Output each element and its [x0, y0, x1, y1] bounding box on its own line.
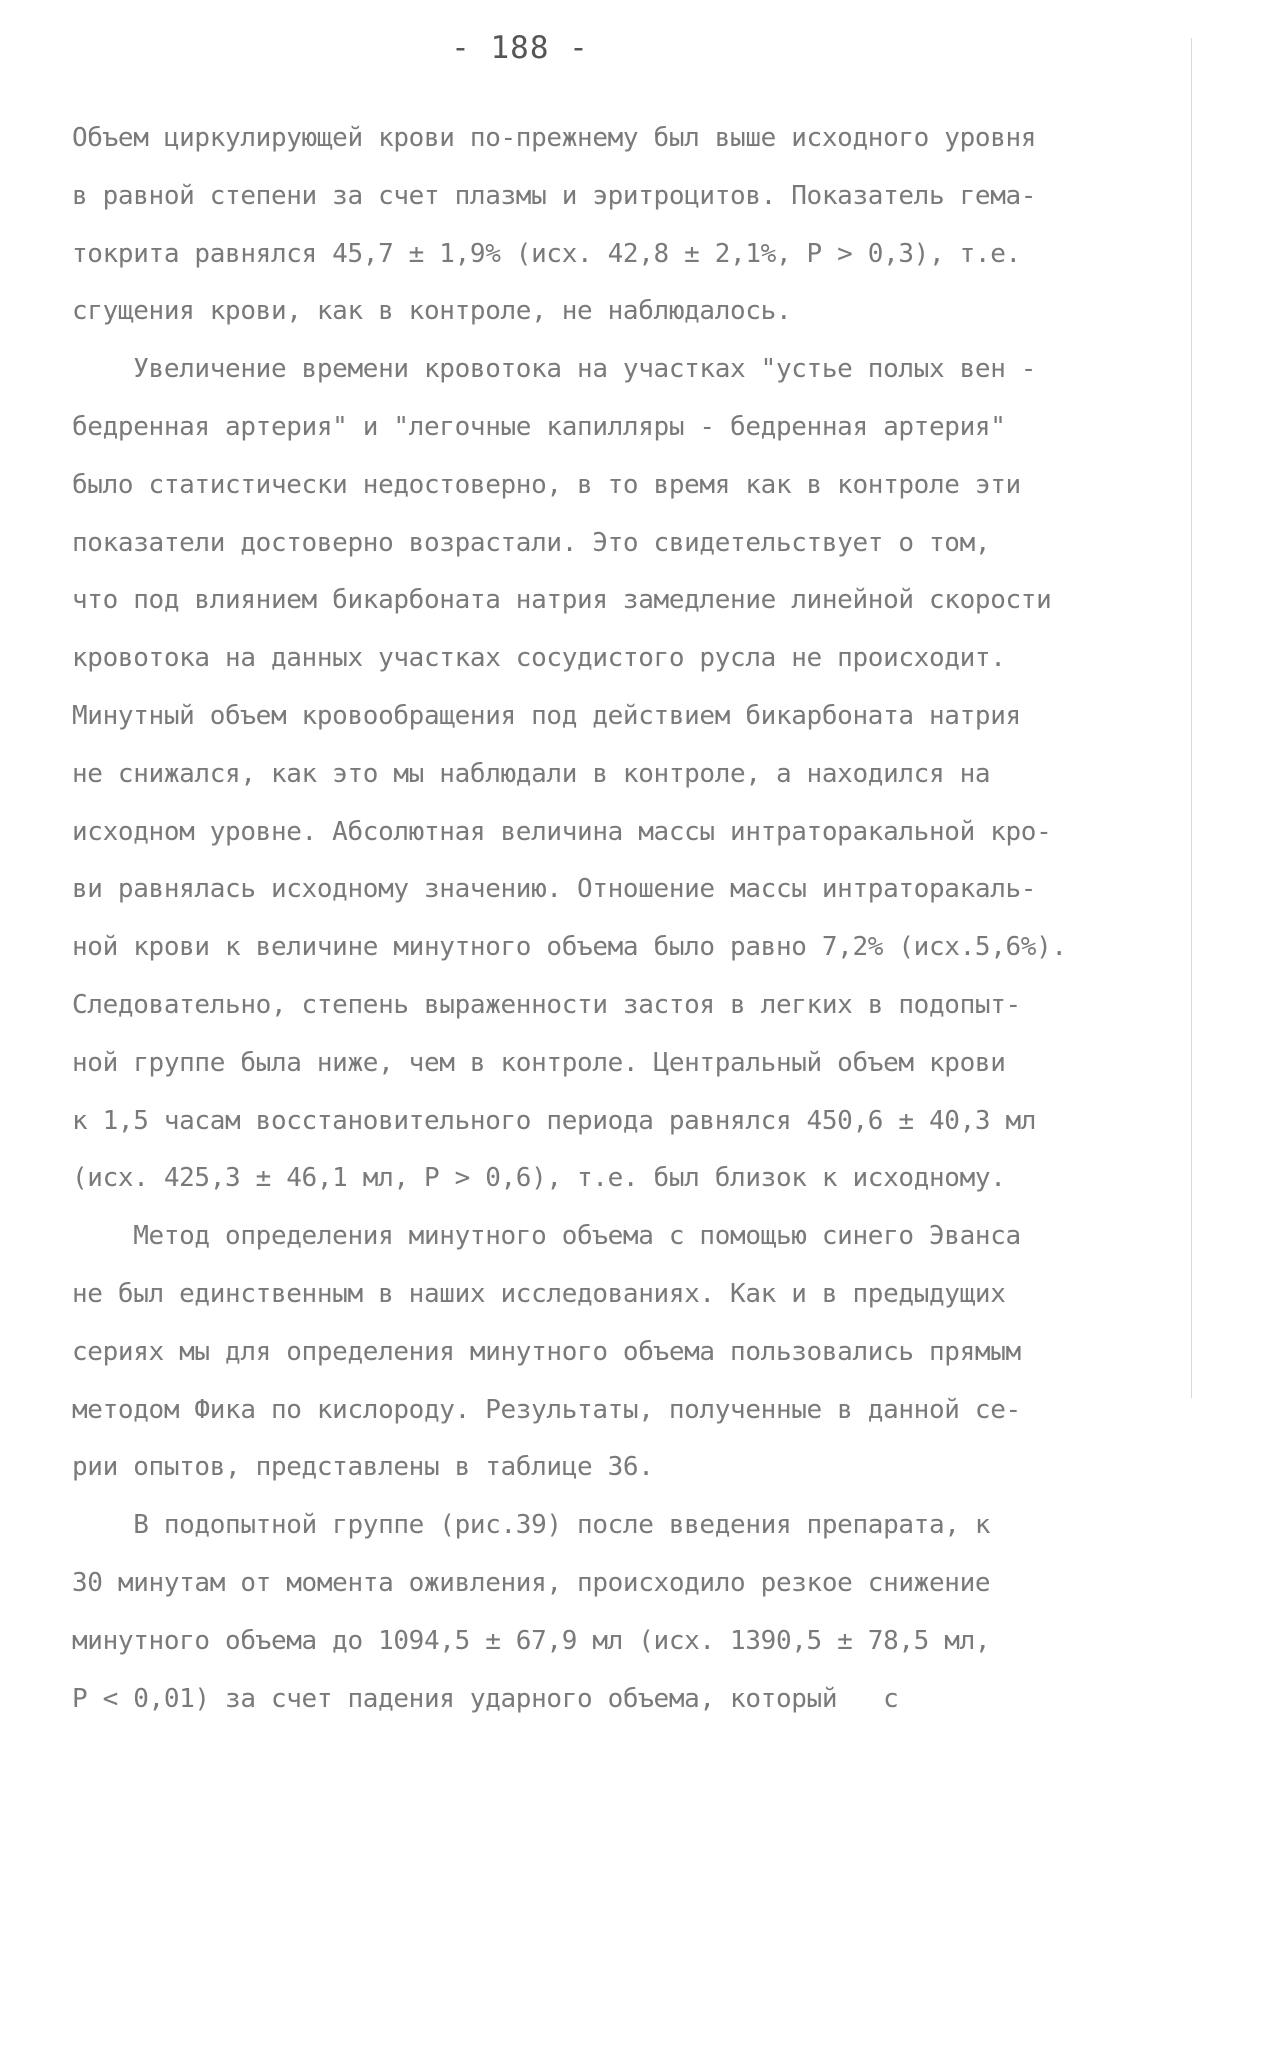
text-line: ной крови к величине минутного объема было равно 7,2% (исх.5,6%). [72, 932, 1067, 963]
text-line: к 1,5 часам восстановительного периода равнялся 450,6 ± 40,3 мл [72, 1105, 1037, 1136]
text-line: (исх. 425,3 ± 46,1 мл, P > 0,6), т.е. был близок к исходному. [72, 1163, 1006, 1194]
text-line: не был единственным в наших исследованиях. Как и в предыдущих [72, 1278, 1006, 1309]
text-line: токрита равнялся 45,7 ± 1,9% (исх. 42,8 ± 2,1%, P > 0,3), т.е. [72, 238, 1021, 269]
text-line: было статистически недостоверно, в то время как в контроле эти [72, 469, 1021, 500]
text-line: Объем циркулирующей крови по-прежнему был выше исходного уровня [72, 123, 1037, 153]
page-number: - 188 - [451, 30, 589, 66]
text-line: P < 0,01) за счет падения ударного объема, который с [72, 1683, 899, 1714]
text-line: рии опытов, представлены в таблице 36. [72, 1452, 654, 1483]
text-line: Увеличение времени кровотока на участках "устье полых вен - [72, 354, 1037, 385]
text-line: бедренная артерия" и "легочные капилляры - бедренная артерия" [72, 411, 1006, 442]
text-line: 30 минутам от момента оживления, происходило резкое снижение [72, 1567, 991, 1598]
text-line: ной группе была ниже, чем в контроле. Центральный объем крови [72, 1047, 1006, 1078]
text-line: минутного объема до 1094,5 ± 67,9 мл (исх. 1390,5 ± 78,5 мл, [72, 1625, 991, 1656]
text-line: исходном уровне. Абсолютная величина массы интраторакальной кро- [72, 816, 1052, 847]
text-line: кровотока на данных участках сосудистого русла не происходит. [72, 643, 1006, 674]
text-line: в равной степени за счет плазмы и эритроцитов. Показатель гема- [72, 180, 1037, 211]
text-line: что под влиянием бикарбоната натрия замедление линейной скорости [72, 585, 1052, 616]
text-line: показатели достоверно возрастали. Это свидетельствует о том, [72, 527, 991, 558]
text-line: не снижался, как это мы наблюдали в контроле, а находился на [72, 758, 991, 789]
body-text [72, 110, 1207, 1728]
text-line: сгущения крови, как в контроле, не наблюдалось. [72, 296, 792, 327]
text-line: Минутный объем кровообращения под действием бикарбоната натрия [72, 700, 1021, 731]
text-line: ви равнялась исходному значению. Отношение массы интраторакаль- [72, 874, 1037, 905]
text-line: сериях мы для определения минутного объема пользовались прямым [72, 1336, 1021, 1367]
text-line: В подопытной группе (рис.39) после введения препарата, к [72, 1510, 991, 1541]
text-line: Метод определения минутного объема с помощью синего Эванса [72, 1221, 1021, 1252]
text-line: методом Фика по кислороду. Результаты, полученные в данной се- [72, 1394, 1021, 1425]
text-line: Следовательно, степень выраженности застоя в легких в подопыт- [72, 989, 1021, 1020]
